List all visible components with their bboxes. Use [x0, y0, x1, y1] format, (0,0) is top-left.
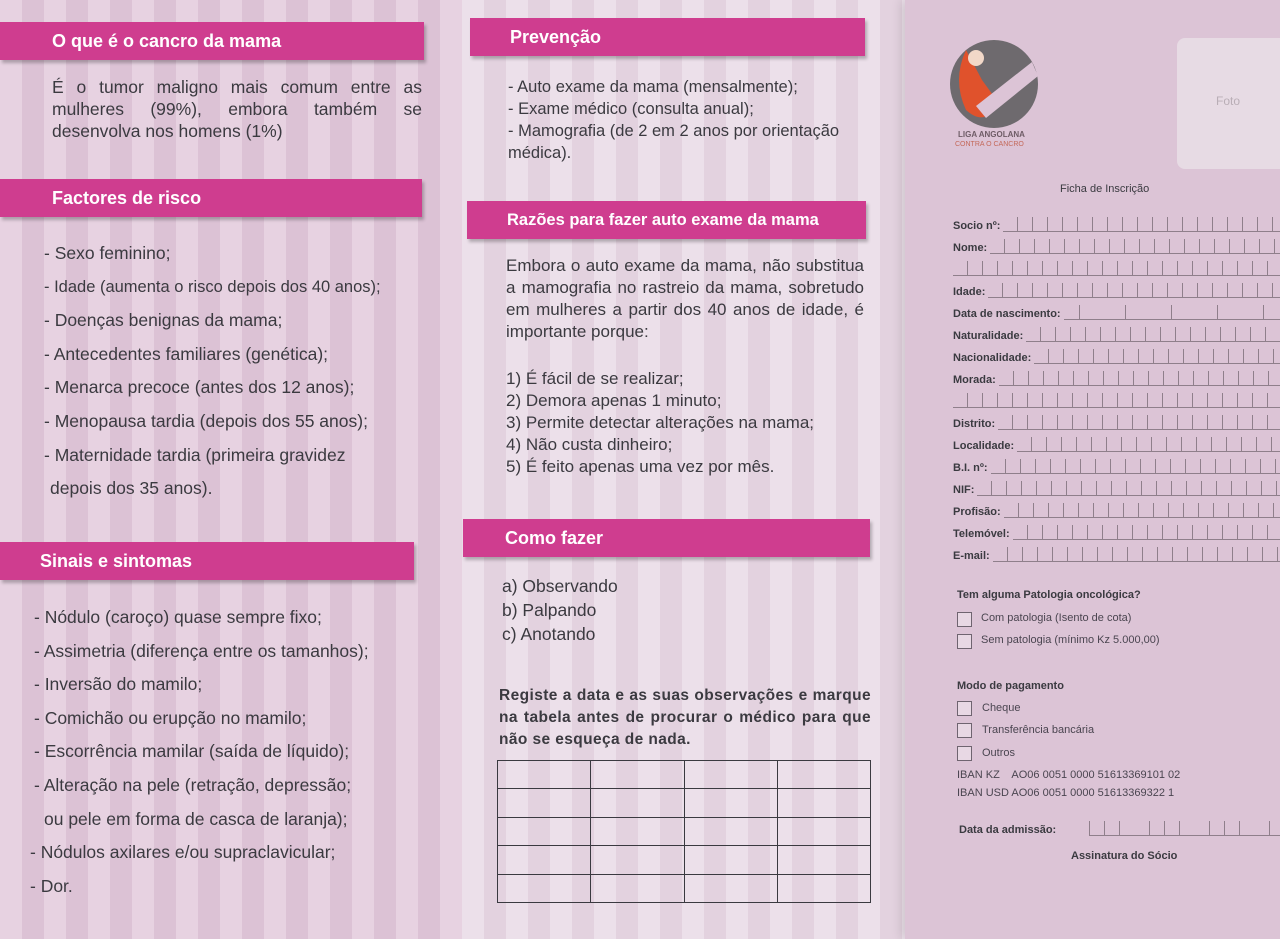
option-outros: Outros [982, 747, 1016, 759]
banner-como-fazer [463, 519, 870, 557]
logo-text: LIGA ANGOLANA [958, 130, 1025, 139]
table-cell[interactable] [777, 846, 870, 874]
list-item: - Alteração na pele (retração, depressão; [34, 774, 352, 795]
table-cell[interactable] [684, 874, 777, 902]
field-localidade[interactable]: Localidade: [953, 432, 1280, 452]
section-title: Sinais e sintomas [40, 550, 193, 571]
section-title: Factores de risco [52, 187, 202, 208]
table-cell[interactable] [591, 761, 684, 789]
field-idade[interactable]: Idade: [953, 278, 1280, 298]
field-nacionalidade[interactable]: Nacionalidade: [953, 344, 1280, 364]
banner-razoes [467, 201, 866, 239]
list-item: - Comichão ou erupção no mamilo; [34, 707, 307, 728]
list-item: - Dor. [30, 875, 73, 896]
list-item: - Assimetria (diferença entre os tamanhos); [34, 640, 369, 661]
option-com-patologia: Com patologia (Isento de cota) [981, 612, 1132, 624]
factores-list [44, 237, 454, 506]
banner-prevencao [470, 18, 865, 56]
assinatura-label: Assinatura do Sócio [1071, 850, 1178, 862]
field-distrito[interactable]: Distrito: [953, 410, 1280, 430]
field-data-nascimento[interactable]: Data de nascimento: [953, 300, 1280, 320]
logo-subtext: CONTRA O CANCRO [955, 141, 1024, 148]
list-item: b) Palpando [502, 600, 597, 620]
iban-kz: IBAN KZ AO06 0051 0000 51613369101 02 [957, 769, 1181, 781]
list-item: - Doenças benignas da mama; [44, 310, 283, 331]
list-item: - Maternidade tardia (primeira gravidez [44, 444, 346, 465]
section-title: O que é o cancro da mama [52, 30, 282, 51]
field-telemovel[interactable]: Telemóvel: [953, 520, 1280, 540]
prevencao-list [508, 76, 868, 164]
option-transferencia: Transferência bancária [982, 724, 1095, 736]
table-cell[interactable] [777, 817, 870, 845]
table-cell[interactable] [591, 846, 684, 874]
option-cheque: Cheque [982, 702, 1021, 714]
table-cell[interactable] [591, 874, 684, 902]
list-item: - Antecedentes familiares (genética); [44, 343, 329, 364]
section-title: Como fazer [505, 527, 604, 548]
table-cell[interactable] [498, 874, 591, 902]
field-data-admissao[interactable]: Data da admissão: [959, 816, 1280, 836]
list-item: - Sexo feminino; [44, 243, 171, 263]
table-cell[interactable] [684, 846, 777, 874]
list-item: 5) É feito apenas uma vez por mês. [506, 457, 775, 476]
checkbox-outros[interactable] [957, 746, 972, 761]
como-list [502, 574, 842, 646]
list-item: 4) Não custa dinheiro; [506, 435, 673, 454]
table-cell[interactable] [498, 846, 591, 874]
field-nome[interactable]: Nome: [953, 234, 1280, 254]
list-item: - Auto exame da mama (mensalmente); [508, 78, 798, 96]
list-item: 3) Permite detectar alterações na mama; [506, 413, 815, 432]
list-item: - Menarca precoce (antes dos 12 anos); [44, 377, 355, 398]
section-title: Prevenção [510, 26, 602, 47]
iban-usd: IBAN USD AO06 0051 0000 51613369322 1 [957, 787, 1175, 799]
razoes-intro: Embora o auto exame da mama, não substitua a mamografia no rastreio da mama, sobretudo em mulheres a partir dos 40 anos de idade, é importante porque: [506, 256, 864, 341]
table-cell[interactable] [684, 789, 777, 817]
banner-o-que [0, 22, 424, 60]
list-item: 2) Demora apenas 1 minuto; [506, 391, 722, 410]
photo-label: Foto [1216, 94, 1241, 108]
section-title: Razões para fazer auto exame da mama [507, 210, 819, 229]
table-cell[interactable] [777, 761, 870, 789]
list-item: 1) É fácil de se realizar; [506, 369, 684, 388]
photo-box[interactable] [1177, 38, 1280, 169]
list-item: ou pele em forma de casca de laranja); [44, 808, 348, 829]
field-naturalidade[interactable]: Naturalidade: [953, 322, 1280, 342]
list-item: - Escorrência mamilar (saída de líquido); [34, 741, 350, 762]
table-cell[interactable] [498, 761, 591, 789]
banner-sinais [0, 542, 414, 580]
field-profisao[interactable]: Profisão: [953, 498, 1280, 518]
table-cell[interactable] [591, 789, 684, 817]
banner-factores [0, 179, 422, 217]
table-cell[interactable] [498, 817, 591, 845]
checkbox-sem-patologia[interactable] [957, 634, 972, 649]
field-morada[interactable]: Morada: [953, 366, 1280, 386]
list-item: c) Anotando [502, 624, 596, 644]
checkbox-com-patologia[interactable] [957, 612, 972, 627]
field-socio[interactable]: Socio nº: [953, 212, 1280, 232]
observation-table [497, 760, 871, 903]
checkbox-cheque[interactable] [957, 701, 972, 716]
razoes-list [506, 368, 866, 478]
list-item: - Nódulo (caroço) quase sempre fixo; [34, 607, 322, 627]
option-sem-patologia: Sem patologia (mínimo Kz 5.000,00) [981, 634, 1160, 646]
table-cell[interactable] [591, 817, 684, 845]
list-item: - Exame médico (consulta anual); [508, 100, 754, 118]
table-cell[interactable] [777, 789, 870, 817]
table-cell[interactable] [684, 817, 777, 845]
table-cell[interactable] [498, 789, 591, 817]
field-email[interactable]: E-mail: [953, 542, 1280, 562]
sinais-list [30, 601, 434, 903]
o-que-text: É o tumor maligno mais comum entre as mulheres (99%), embora também se desenvolva nos homens (1%) [52, 77, 422, 141]
table-cell[interactable] [684, 761, 777, 789]
list-item: - Mamografia (de 2 em 2 anos por orientação médica). [508, 122, 840, 162]
list-item: - Idade (aumenta o risco depois dos 40 anos); [44, 277, 381, 296]
field-nome-line2[interactable] [953, 256, 1280, 276]
list-item: depois dos 35 anos). [50, 478, 213, 499]
list-item: - Nódulos axilares e/ou supraclavicular; [30, 842, 336, 863]
form-title: Ficha de Inscrição [1060, 183, 1150, 195]
checkbox-transferencia[interactable] [957, 723, 972, 738]
table-cell[interactable] [777, 874, 870, 902]
list-item: a) Observando [502, 576, 618, 596]
list-item: - Inversão do mamilo; [34, 674, 203, 695]
field-bi[interactable]: B.I. nº: [953, 454, 1280, 474]
list-item: - Menopausa tardia (depois dos 55 anos); [44, 410, 368, 431]
field-morada-line2[interactable] [953, 388, 1280, 408]
pagamento-title: Modo de pagamento [957, 680, 1064, 692]
field-nif[interactable]: NIF: [953, 476, 1280, 496]
patologia-question: Tem alguma Patologia oncológica? [957, 589, 1141, 601]
registe-text: Registe a data e as suas observações e marque na tabela antes de procurar o médico para que não se esqueça de nada. [499, 687, 871, 748]
logo-icon [946, 40, 1042, 132]
